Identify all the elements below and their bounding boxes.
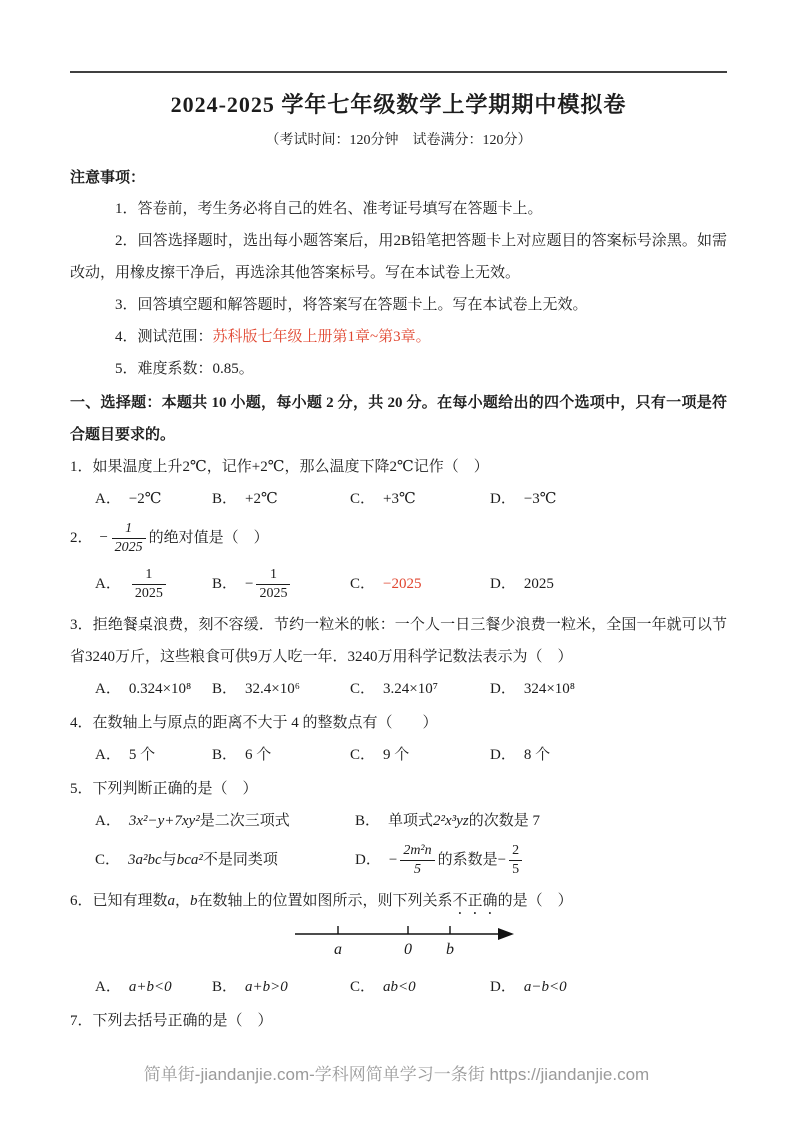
- notice-item-4-test-range: 苏科版七年级上册第1章~第3章。: [212, 329, 431, 345]
- question-5-option-c: [95, 844, 355, 876]
- option-value: 32.4×10⁶: [245, 681, 300, 697]
- question-2-option-c: [350, 568, 490, 600]
- question-text: ，: [175, 893, 191, 909]
- notice-item-4: [70, 321, 727, 353]
- option-label: C．: [350, 979, 376, 995]
- section-1-heading: 一、选择题：本题共 10 小题，每小题 2 分，共 20 分。在每小题给出的四个选项中，只有一项是符合题目要求的。: [70, 395, 727, 443]
- variable-b: b: [190, 893, 198, 909]
- emphasized-text: 不正确: [452, 893, 498, 909]
- question-3-option-b: [212, 673, 350, 705]
- option-value: −2℃: [128, 491, 162, 507]
- question-4-option-c: [350, 739, 490, 771]
- option-value: 5 个: [128, 747, 156, 763]
- fraction-denominator: 5: [512, 861, 520, 877]
- question-1-option-c: [350, 483, 490, 515]
- option-text: 与: [161, 852, 177, 868]
- fraction: [112, 520, 146, 556]
- question-7-stem: 7．下列去括号正确的是（ ）: [70, 1013, 273, 1029]
- question-6-option-c: [350, 971, 490, 1003]
- question-2-option-a: [95, 566, 212, 602]
- option-label: A．: [95, 747, 121, 763]
- option-value: ab<0: [383, 979, 416, 995]
- question-4-stem: 4．在数轴上与原点的距离不大于 4 的整数点有（ ）: [70, 715, 438, 731]
- option-label: C．: [350, 576, 376, 592]
- question-text: 在数轴上的位置如图所示，则下列关系: [197, 893, 453, 909]
- option-label: B．: [212, 576, 238, 592]
- notice-item-4-prefix: 4．测试范围：: [115, 329, 213, 345]
- question-4-options: [95, 739, 727, 771]
- fraction-denominator: 5: [413, 861, 421, 877]
- fraction-denominator: 2025: [114, 539, 143, 555]
- arrow-right-icon: [498, 928, 514, 940]
- option-value: a−b<0: [523, 979, 567, 995]
- option-label: A．: [95, 681, 121, 697]
- option-label: B．: [212, 681, 238, 697]
- math-expression: 2²x³yz: [433, 813, 469, 829]
- fraction-denominator: 2025: [134, 585, 163, 601]
- fraction: [400, 842, 434, 878]
- option-label: D．: [490, 747, 516, 763]
- option-label: A．: [95, 576, 121, 592]
- variable-a: a: [167, 893, 176, 909]
- minus-sign: −: [388, 852, 398, 868]
- option-text: 不是同类项: [202, 852, 278, 868]
- option-value: 8 个: [523, 747, 551, 763]
- question-4-option-a: [95, 739, 212, 771]
- option-text: 的系数是: [437, 852, 498, 868]
- question-6-option-d: [490, 971, 727, 1003]
- question-2-option-d: [490, 568, 727, 600]
- math-expression: 3a²bc: [128, 852, 162, 868]
- minus-sign: −: [497, 852, 507, 868]
- option-value: +3℃: [383, 491, 416, 507]
- math-expression: bca²: [176, 852, 203, 868]
- question-2-stem: [70, 515, 727, 561]
- question-5-option-b: [355, 805, 727, 837]
- question-3-option-d: [490, 673, 727, 705]
- option-text: 是二次三项式: [199, 813, 290, 829]
- fraction-numerator: 2: [509, 842, 522, 861]
- question-2-options: [95, 561, 727, 607]
- question-5-options-row-2: [95, 837, 727, 883]
- question-1-option-b: [212, 483, 350, 515]
- exam-time-score-info: （考试时间：120分钟 试卷满分：120分）: [265, 133, 532, 148]
- fraction: [132, 566, 166, 602]
- notice-section: [70, 163, 727, 385]
- page-title: 2024-2025 学年七年级数学上学期期中模拟卷: [170, 92, 627, 117]
- option-value: 324×10⁸: [523, 681, 576, 697]
- option-value: 0.324×10⁸: [128, 681, 192, 697]
- option-label: D．: [490, 681, 516, 697]
- notice-item-5: 5．难度系数：0.85。: [115, 361, 254, 377]
- option-value: 6 个: [245, 747, 272, 763]
- question-text: 6．已知有理数: [70, 893, 168, 909]
- option-label: D．: [490, 576, 516, 592]
- option-label: C．: [350, 491, 376, 507]
- label-zero: 0: [404, 941, 412, 958]
- label-b: b: [446, 941, 454, 958]
- option-value: 3.24×10⁷: [383, 681, 438, 697]
- top-divider: [70, 71, 727, 73]
- option-label: C．: [350, 681, 376, 697]
- fraction-numerator: 1: [256, 566, 290, 585]
- fraction-numerator: 2m²n: [400, 842, 434, 861]
- fraction-numerator: 1: [112, 520, 146, 539]
- option-label: B．: [212, 979, 238, 995]
- question-1-option-a: [95, 483, 212, 515]
- question-6-options: [95, 971, 727, 1003]
- question-1-options: [95, 483, 727, 515]
- site-footer[interactable]: 简单街-jiandanjie.com-学科网简单学习一条街 https://jiandanjie.com: [143, 1065, 650, 1084]
- option-label: D．: [490, 491, 516, 507]
- option-label: B．: [212, 747, 238, 763]
- notice-heading: 注意事项：: [70, 170, 146, 186]
- question-5-option-a: [95, 805, 355, 837]
- question-6-option-b: [212, 971, 350, 1003]
- minus-sign: −: [245, 576, 254, 592]
- number-line-figure: [293, 922, 727, 971]
- option-value: a+b<0: [128, 979, 172, 995]
- option-label: B．: [212, 491, 238, 507]
- option-label: C．: [95, 852, 121, 868]
- option-value: +2℃: [245, 491, 278, 507]
- option-label: A．: [95, 491, 121, 507]
- option-label: D．: [355, 852, 381, 868]
- option-label: C．: [350, 747, 376, 763]
- question-2-option-b: [212, 566, 350, 602]
- question-3-options: [95, 673, 727, 705]
- question-1-option-d: [490, 483, 727, 515]
- option-label: A．: [95, 979, 121, 995]
- question-5-stem: 5．下列判断正确的是（ ）: [70, 781, 258, 797]
- option-text: 单项式: [388, 813, 434, 829]
- question-4-option-b: [212, 739, 350, 771]
- option-value: −3℃: [523, 491, 557, 507]
- fraction: [509, 842, 522, 878]
- question-4-option-d: [490, 739, 727, 771]
- notice-item-3: 3．回答填空题和解答题时，将答案写在答题卡上。写在本试卷上无效。: [115, 297, 588, 313]
- math-expression: [99, 520, 149, 556]
- question-5-options-row-1: [95, 805, 727, 837]
- question-number: 2．: [70, 530, 93, 546]
- fraction: [256, 566, 290, 602]
- notice-item-1: 1．答卷前，考生务必将自己的姓名、准考证号填写在答题卡上。: [115, 201, 543, 217]
- question-3-option-a: [95, 673, 212, 705]
- option-value: 2025: [523, 576, 554, 592]
- option-label: B．: [355, 813, 381, 829]
- question-text: 的绝对值是（ ）: [148, 530, 269, 546]
- option-value: a+b>0: [245, 979, 288, 995]
- math-expression: 3x²−y+7xy²: [128, 813, 200, 829]
- option-label: D．: [490, 979, 516, 995]
- question-3-stem: 3．拒绝餐桌浪费，刻不容缓．节约一粒米的帐：一个人一日三餐少浪费一粒米，全国一年就可以节省3240万斤，这些粮食可供9万人吃一年．3240万用科学记数法表示为（ ）: [70, 617, 727, 665]
- question-6-option-a: [95, 971, 212, 1003]
- question-5-option-d: [355, 842, 727, 878]
- option-value-highlighted: −2025: [383, 576, 422, 592]
- option-text: 的次数是 7: [468, 813, 540, 829]
- option-label: A．: [95, 813, 121, 829]
- number-line-svg: [293, 922, 523, 966]
- question-text: 的是（ ）: [497, 893, 573, 909]
- label-a: a: [334, 941, 342, 958]
- option-value: 9 个: [383, 747, 410, 763]
- fraction-numerator: 1: [132, 566, 166, 585]
- question-6-stem: [70, 885, 727, 918]
- minus-sign: −: [98, 529, 109, 546]
- question-3-option-c: [350, 673, 490, 705]
- fraction-denominator: 2025: [259, 585, 288, 601]
- notice-item-2: 2．回答选择题时，选出每小题答案后，用2B铅笔把答题卡上对应题目的答案标号涂黑。如需改动，用橡皮擦干净后，再选涂其他答案标号。写在本试卷上无效。: [70, 233, 727, 281]
- question-1-stem: 1．如果温度上升2℃，记作+2℃，那么温度下降2℃记作（ ）: [70, 459, 489, 475]
